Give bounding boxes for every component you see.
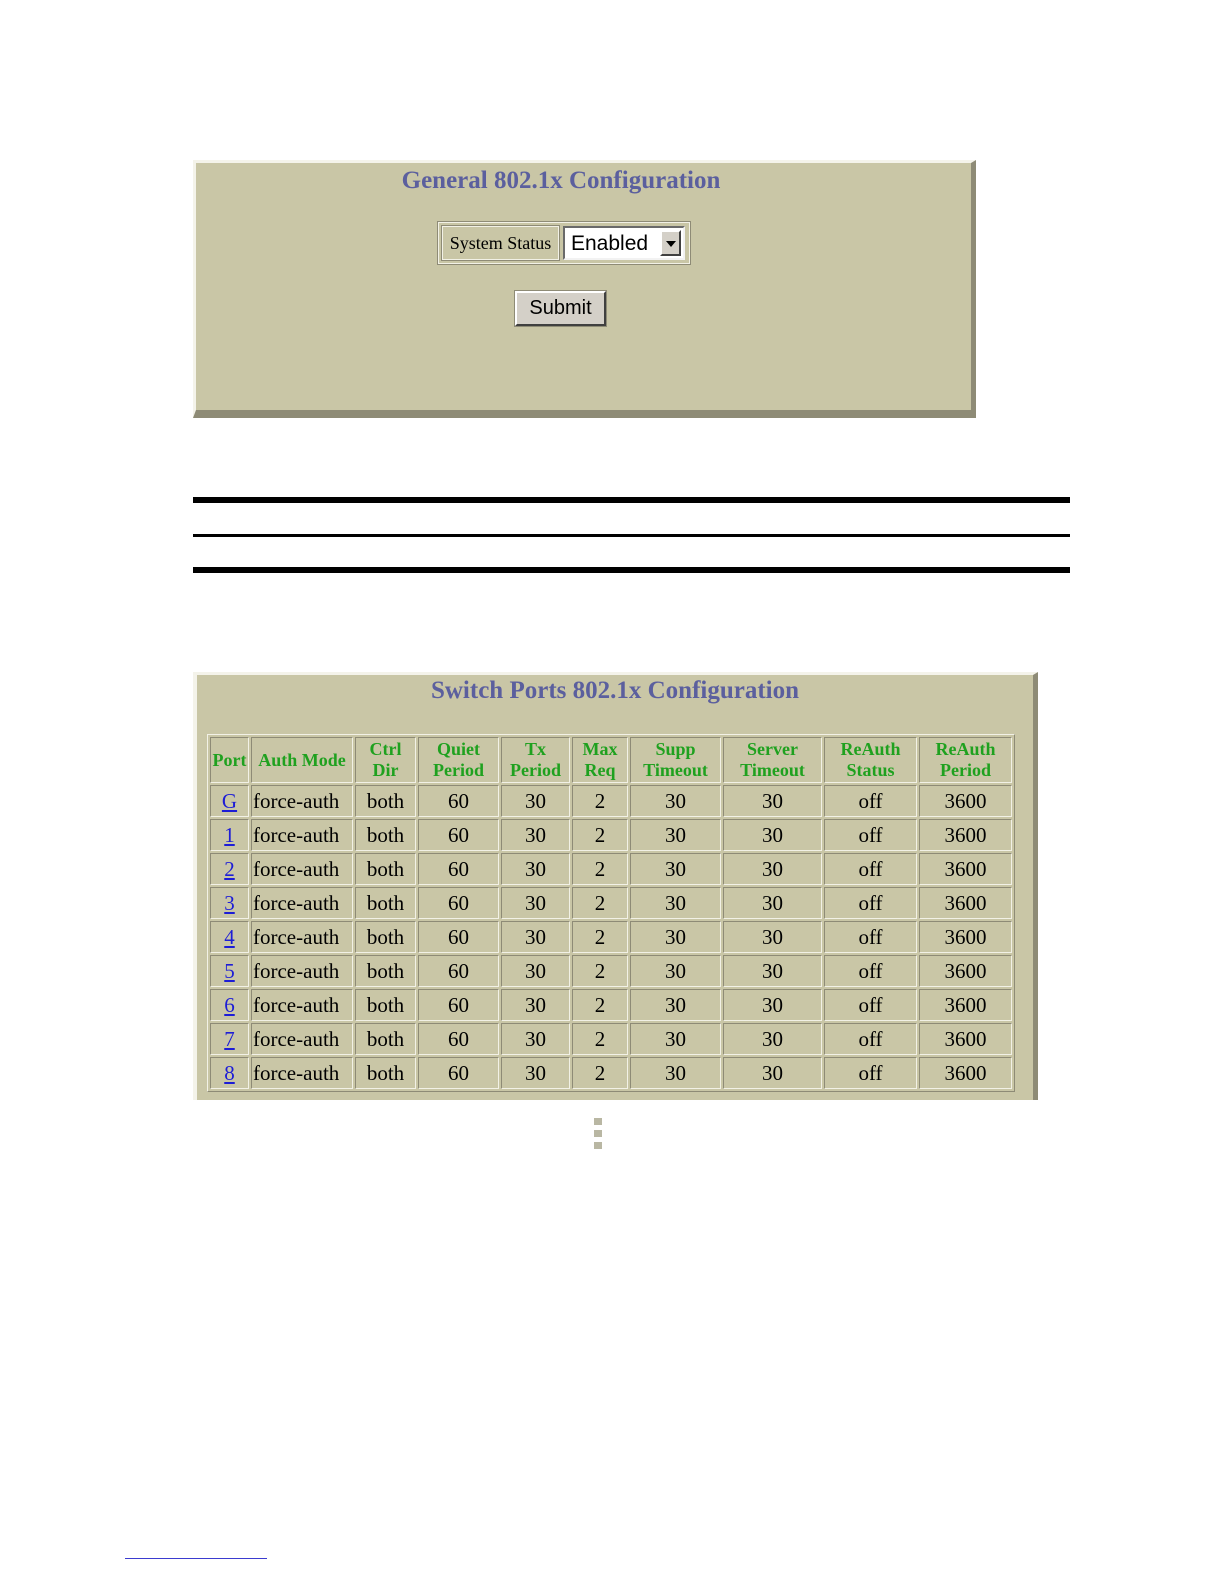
server-timeout-cell: 30: [723, 819, 822, 851]
quiet-period-cell: 60: [418, 853, 499, 885]
port-link[interactable]: 1: [224, 822, 235, 847]
tx-period-cell: 30: [501, 785, 570, 817]
switch-ports-title: Switch Ports 802.1x Configuration: [430, 677, 800, 704]
port-link[interactable]: 2: [224, 856, 235, 881]
switch-ports-panel: [193, 672, 1038, 1100]
col-header-server-timeout: Server Timeout: [723, 737, 822, 783]
auth-mode-cell: force-auth: [251, 921, 353, 953]
chevron-down-icon: [666, 241, 676, 247]
reauth-status-cell: off: [824, 921, 917, 953]
auth-mode-cell: force-auth: [251, 1057, 353, 1089]
col-header-tx-period: Tx Period: [501, 737, 570, 783]
reauth-period-cell: 3600: [919, 989, 1012, 1021]
table-row: [210, 1057, 1012, 1089]
table-row: [210, 989, 1012, 1021]
max-req-cell: 2: [572, 853, 628, 885]
col-header-reauth-period: ReAuth Period: [919, 737, 1012, 783]
max-req-cell: 2: [572, 785, 628, 817]
supp-timeout-cell: 30: [630, 1057, 721, 1089]
port-link[interactable]: 5: [224, 958, 235, 983]
reauth-period-cell: 3600: [919, 887, 1012, 919]
reauth-period-cell: 3600: [919, 921, 1012, 953]
quiet-period-cell: 60: [418, 1057, 499, 1089]
ctrl-dir-cell: both: [355, 1023, 416, 1055]
supp-timeout-cell: 30: [630, 955, 721, 987]
port-link[interactable]: 4: [224, 924, 235, 949]
divider-thick-top: [193, 497, 1070, 503]
server-timeout-cell: 30: [723, 921, 822, 953]
tx-period-cell: 30: [501, 887, 570, 919]
quiet-period-cell: 60: [418, 785, 499, 817]
col-header-ctrl-dir: Ctrl Dir: [355, 737, 416, 783]
reauth-period-cell: 3600: [919, 1057, 1012, 1089]
auth-mode-cell: force-auth: [251, 785, 353, 817]
reauth-period-cell: 3600: [919, 819, 1012, 851]
supp-timeout-cell: 30: [630, 1023, 721, 1055]
col-header-reauth-status: ReAuth Status: [824, 737, 917, 783]
col-header-quiet-period: Quiet Period: [418, 737, 499, 783]
general-config-title: General 802.1x Configuration: [401, 167, 721, 194]
reauth-status-cell: off: [824, 785, 917, 817]
port-cell: [210, 955, 249, 987]
table-row: [210, 955, 1012, 987]
supp-timeout-cell: 30: [630, 785, 721, 817]
ctrl-dir-cell: both: [355, 989, 416, 1021]
quiet-period-cell: 60: [418, 989, 499, 1021]
quiet-period-cell: 60: [418, 887, 499, 919]
submit-button[interactable]: Submit: [515, 291, 606, 326]
port-cell: [210, 1057, 249, 1089]
system-status-row: [438, 222, 690, 264]
reauth-period-cell: 3600: [919, 785, 1012, 817]
quiet-period-cell: 60: [418, 921, 499, 953]
tx-period-cell: 30: [501, 955, 570, 987]
reauth-status-cell: off: [824, 1023, 917, 1055]
ctrl-dir-cell: both: [355, 921, 416, 953]
port-cell: [210, 819, 249, 851]
server-timeout-cell: 30: [723, 1057, 822, 1089]
port-link[interactable]: 6: [224, 992, 235, 1017]
max-req-cell: 2: [572, 819, 628, 851]
server-timeout-cell: 30: [723, 785, 822, 817]
tx-period-cell: 30: [501, 921, 570, 953]
reauth-period-cell: 3600: [919, 853, 1012, 885]
supp-timeout-cell: 30: [630, 887, 721, 919]
reauth-period-cell: 3600: [919, 955, 1012, 987]
ctrl-dir-cell: both: [355, 887, 416, 919]
table-row: [210, 785, 1012, 817]
reauth-status-cell: off: [824, 989, 917, 1021]
auth-mode-cell: force-auth: [251, 989, 353, 1021]
port-cell: [210, 989, 249, 1021]
auth-mode-cell: force-auth: [251, 853, 353, 885]
server-timeout-cell: 30: [723, 1023, 822, 1055]
system-status-select[interactable]: [563, 226, 685, 260]
general-config-panel: [193, 160, 976, 418]
supp-timeout-cell: 30: [630, 819, 721, 851]
port-link[interactable]: 8: [224, 1060, 235, 1085]
server-timeout-cell: 30: [723, 989, 822, 1021]
auth-mode-cell: force-auth: [251, 887, 353, 919]
port-cell: [210, 1023, 249, 1055]
table-row: [210, 921, 1012, 953]
auth-mode-cell: force-auth: [251, 1023, 353, 1055]
col-header-port: Port: [210, 737, 249, 783]
port-cell: [210, 887, 249, 919]
system-status-label: System Status: [442, 226, 559, 260]
tx-period-cell: 30: [501, 1057, 570, 1089]
port-cell: [210, 921, 249, 953]
ctrl-dir-cell: both: [355, 819, 416, 851]
supp-timeout-cell: 30: [630, 989, 721, 1021]
port-link[interactable]: 3: [224, 890, 235, 915]
port-link[interactable]: 7: [224, 1026, 235, 1051]
max-req-cell: 2: [572, 1023, 628, 1055]
system-status-value: Enabled: [571, 232, 649, 255]
port-cell: [210, 853, 249, 885]
auth-mode-cell: force-auth: [251, 955, 353, 987]
max-req-cell: 2: [572, 921, 628, 953]
footnote-rule: [125, 1558, 267, 1559]
port-link[interactable]: G: [221, 788, 238, 813]
reauth-status-cell: off: [824, 853, 917, 885]
supp-timeout-cell: 30: [630, 853, 721, 885]
reauth-status-cell: off: [824, 1057, 917, 1089]
quiet-period-cell: 60: [418, 955, 499, 987]
reauth-period-cell: 3600: [919, 1023, 1012, 1055]
tx-period-cell: 30: [501, 853, 570, 885]
col-header-supp-timeout: Supp Timeout: [630, 737, 721, 783]
reauth-status-cell: off: [824, 955, 917, 987]
max-req-cell: 2: [572, 1057, 628, 1089]
dropdown-arrow-button[interactable]: [660, 230, 681, 256]
col-header-auth-mode: Auth Mode: [251, 737, 353, 783]
col-header-max-req: Max Req: [572, 737, 628, 783]
tx-period-cell: 30: [501, 989, 570, 1021]
reauth-status-cell: off: [824, 819, 917, 851]
server-timeout-cell: 30: [723, 955, 822, 987]
ctrl-dir-cell: both: [355, 853, 416, 885]
divider-thin: [193, 534, 1070, 537]
table-row: [210, 853, 1012, 885]
quiet-period-cell: 60: [418, 819, 499, 851]
ctrl-dir-cell: both: [355, 955, 416, 987]
ctrl-dir-cell: both: [355, 785, 416, 817]
max-req-cell: 2: [572, 955, 628, 987]
table-header-row: [210, 737, 1012, 783]
continuation-dots: [594, 1118, 602, 1154]
tx-period-cell: 30: [501, 1023, 570, 1055]
tx-period-cell: 30: [501, 819, 570, 851]
quiet-period-cell: 60: [418, 1023, 499, 1055]
server-timeout-cell: 30: [723, 887, 822, 919]
table-row: [210, 819, 1012, 851]
supp-timeout-cell: 30: [630, 921, 721, 953]
table-row: [210, 1023, 1012, 1055]
table-row: [210, 887, 1012, 919]
ports-table: [207, 734, 1015, 1092]
ctrl-dir-cell: both: [355, 1057, 416, 1089]
divider-thick-bottom: [193, 567, 1070, 573]
port-cell: [210, 785, 249, 817]
auth-mode-cell: force-auth: [251, 819, 353, 851]
max-req-cell: 2: [572, 887, 628, 919]
server-timeout-cell: 30: [723, 853, 822, 885]
max-req-cell: 2: [572, 989, 628, 1021]
reauth-status-cell: off: [824, 887, 917, 919]
